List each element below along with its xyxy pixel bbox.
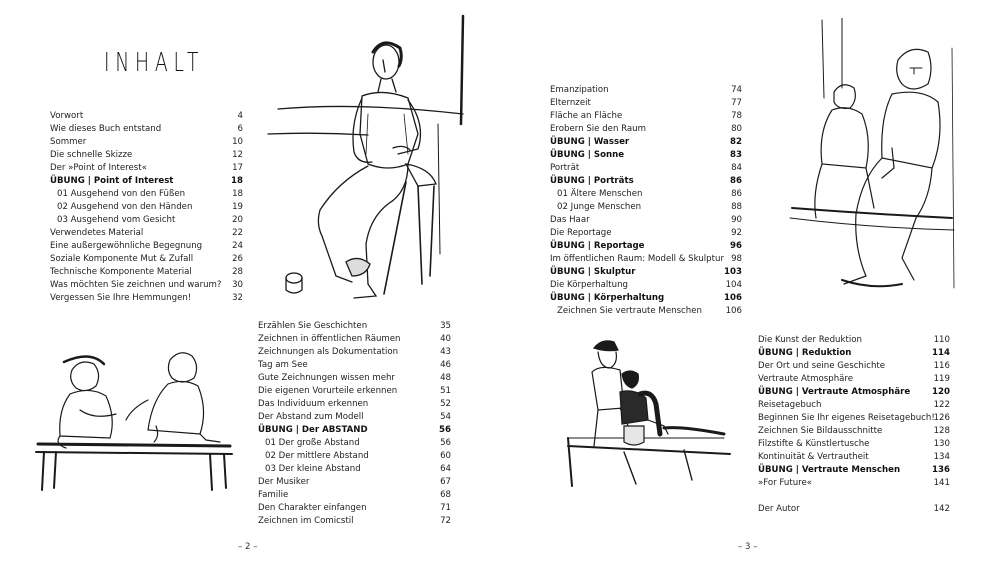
toc-entry-page: 71 [440,503,451,513]
toc-entry-page: 22 [232,228,243,238]
toc-entry [50,266,243,279]
toc-entry-title: Elternzeit [550,98,591,108]
toc-entry-title: ÜBUNG | Reportage [550,241,645,251]
toc-entry [758,412,950,425]
toc-entry [758,399,950,412]
toc-entry-page: 28 [232,267,243,277]
toc-entry-page: 136 [932,465,950,475]
toc-entry-title: Der Abstand zum Modell [258,412,364,422]
toc-entry-title: Den Charakter einfangen [258,503,367,513]
toc-entry [758,360,950,373]
toc-entry [550,149,742,162]
toc-entry-page: 56 [440,438,451,448]
toc-entry [50,149,243,162]
toc-entry-title: Die Körperhaltung [550,280,628,290]
toc-entry-title: 03 Der kleine Abstand [265,464,361,474]
toc-entry-title: Kontinuität & Vertrautheit [758,452,869,462]
toc-entry-title: Die schnelle Skizze [50,150,133,160]
toc-entry-title: Filzstifte & Künstlertusche [758,439,870,449]
toc-entry-page: 106 [725,306,742,316]
toc-entry-title: Sommer [50,137,87,147]
toc-entry [258,359,451,372]
toc-entry-title: Technische Komponente Material [50,267,192,277]
toc-entry [50,292,243,305]
toc-entry [50,188,243,201]
toc-entry-title: Reisetagebuch [758,400,822,410]
toc-entry-page: 18 [231,176,243,186]
toc-entry [50,201,243,214]
toc-entry-title: Die Reportage [550,228,612,238]
toc-entry [550,84,742,97]
toc-entry-title: Zeichnen in öffentlichen Räumen [258,334,401,344]
toc-entry-title: ÜBUNG | Skulptur [550,267,636,277]
toc-entry [50,136,243,149]
toc-entry-page: 32 [232,293,243,303]
toc-entry-title: Fläche an Fläche [550,111,623,121]
toc-column-b [258,320,451,528]
toc-entry-title: 03 Ausgehend vom Gesicht [57,215,176,225]
toc-entry-title: Das Individuum erkennen [258,399,369,409]
toc-entry-page: 96 [730,241,742,251]
toc-column-d [758,334,950,516]
toc-entry-title: ÜBUNG | Sonne [550,150,625,160]
toc-entry [50,240,243,253]
toc-entry [50,110,243,123]
toc-entry-title: 02 Der mittlere Abstand [265,451,369,461]
toc-entry [758,464,950,477]
toc-entry [758,438,950,451]
toc-entry-page: 67 [440,477,451,487]
toc-entry [258,346,451,359]
contents-title: INHALT [104,48,205,78]
toc-entry-title: ÜBUNG | Vertraute Menschen [758,465,901,475]
toc-entry-title: Zeichnungen als Dokumentation [258,347,399,357]
toc-entry-page: 54 [440,412,451,422]
toc-entry-page: 6 [237,124,243,134]
toc-entry-page: 141 [933,478,950,488]
toc-entry-title: ÜBUNG | Porträts [550,176,634,186]
toc-entry-page: 83 [730,150,742,160]
toc-entry-page: 92 [731,228,742,238]
toc-entry [758,373,950,386]
toc-entry-page: 52 [440,399,451,409]
toc-entry-title: ÜBUNG | Körperhaltung [550,293,665,303]
toc-entry-page: 64 [440,464,451,474]
toc-entry [758,347,950,360]
toc-entry-title: Zeichnen Sie Bildausschnitte [758,426,883,436]
toc-entry-page: 20 [232,215,243,225]
toc-entry [758,425,950,438]
toc-entry-page: 24 [232,241,243,251]
toc-entry-title: 01 Ältere Menschen [557,189,643,199]
toc-entry [258,398,451,411]
toc-entry-title: Der Ort und seine Geschichte [758,361,886,371]
toc-entry [258,502,451,515]
toc-entry-page: 40 [440,334,451,344]
toc-entry-title: Beginnen Sie Ihr eigenes Reisetagebuch! [758,413,935,423]
toc-entry [758,490,950,503]
toc-entry [258,385,451,398]
toc-entry [758,334,950,347]
toc-entry [258,463,451,476]
toc-entry-page: 56 [439,425,451,435]
toc-entry-title: Erobern Sie den Raum [550,124,646,134]
toc-entry [550,97,742,110]
toc-entry-page: 60 [440,451,451,461]
toc-entry [550,253,742,266]
toc-entry-page: 86 [731,189,742,199]
toc-entry-title: Der Musiker [258,477,310,487]
toc-entry [550,214,742,227]
toc-entry-page: 12 [232,150,243,160]
toc-entry-page: 68 [440,490,451,500]
toc-entry-page: 128 [933,426,950,436]
toc-entry-title: 02 Ausgehend von den Händen [57,202,193,212]
toc-entry-page: 106 [724,293,742,303]
toc-entry [758,386,950,399]
two-figures-on-bench-sketch-icon [30,340,235,500]
toc-entry-page: 43 [440,347,451,357]
toc-entry-title: ÜBUNG | Wasser [550,137,630,147]
toc-entry [758,477,950,490]
toc-entry-title: Vertraute Atmosphäre [758,374,854,384]
toc-entry-title: Vorwort [50,111,84,121]
toc-entry-page: 110 [933,335,950,345]
toc-entry [50,214,243,227]
toc-entry-page: 122 [933,400,950,410]
toc-entry [550,305,742,318]
toc-entry [258,372,451,385]
toc-entry-title: 01 Ausgehend von den Füßen [57,189,186,199]
toc-entry-page: 74 [731,85,742,95]
toc-entry [50,123,243,136]
toc-entry [50,227,243,240]
toc-entry-title: ÜBUNG | Point of Interest [50,176,174,186]
toc-entry-title: Die Kunst der Reduktion [758,335,862,345]
toc-entry-title: Die eigenen Vorurteile erkennen [258,386,398,396]
toc-column-c [550,84,742,318]
toc-entry-page: 86 [730,176,742,186]
toc-entry-title: ÜBUNG | Vertraute Atmosphäre [758,387,911,397]
toc-entry-page: 19 [232,202,243,212]
toc-entry-page: 119 [933,374,950,384]
toc-entry-page: 134 [933,452,950,462]
toc-entry-title: ÜBUNG | Reduktion [758,348,852,358]
toc-entry-page: 78 [731,111,742,121]
toc-entry [550,188,742,201]
toc-entry-page: 80 [731,124,742,134]
toc-entry-title: Verwendetes Material [50,228,144,238]
toc-entry-page: 103 [724,267,742,277]
toc-entry [50,253,243,266]
toc-entry-page: 17 [232,163,243,173]
toc-entry-title: Das Haar [550,215,590,225]
toc-entry-page: 30 [232,280,243,290]
toc-entry-page: 48 [440,373,451,383]
toc-entry-page: 84 [731,163,742,173]
toc-entry [550,201,742,214]
toc-entry-page: 18 [232,189,243,199]
toc-entry-page: 130 [933,439,950,449]
toc-entry [50,279,243,292]
toc-entry-title: Eine außergewöhnliche Begegnung [50,241,203,251]
toc-entry-title: Familie [258,490,289,500]
toc-entry [258,489,451,502]
toc-entry [258,333,451,346]
toc-entry-title: Erzählen Sie Geschichten [258,321,368,331]
toc-entry-title: Der »Point of Interest« [50,163,147,173]
toc-entry [758,503,950,516]
toc-entry-page: 82 [730,137,742,147]
toc-entry-title: Gute Zeichnungen wissen mehr [258,373,395,383]
toc-entry-title: Emanzipation [550,85,609,95]
toc-entry-page: 120 [932,387,950,397]
toc-entry [258,320,451,333]
toc-entry-title: Wie dieses Buch entstand [50,124,162,134]
toc-entry-title: Tag am See [258,360,308,370]
toc-entry [550,240,742,253]
toc-entry-page: 77 [731,98,742,108]
figures-on-pier-sketch-icon [564,334,734,489]
seated-man-sketch-icon [258,14,473,314]
mother-and-child-sketch-icon [782,18,972,308]
toc-entry-page: 46 [440,360,451,370]
toc-entry [550,136,742,149]
toc-entry [258,476,451,489]
toc-entry [550,110,742,123]
toc-entry [50,162,243,175]
toc-entry [50,175,243,188]
toc-entry-title: Porträt [550,163,580,173]
toc-entry [550,266,742,279]
page-number-left: – 2 – [238,542,258,552]
toc-entry-title: Zeichnen Sie vertraute Menschen [557,306,702,316]
right-page [500,0,1000,588]
toc-entry-title: Zeichnen im Comicstil [258,516,354,526]
toc-entry-title: Im öffentlichen Raum: Modell & Skulptur [550,254,724,264]
toc-entry-page: 4 [237,111,243,121]
toc-entry-page: 72 [440,516,451,526]
toc-entry-page: 10 [232,137,243,147]
toc-entry [550,175,742,188]
toc-entry [258,437,451,450]
toc-entry-page: 142 [933,504,950,514]
toc-entry-page: 26 [232,254,243,264]
toc-entry [258,411,451,424]
toc-entry-title: Der Autor [758,504,800,514]
toc-entry-page: 126 [933,413,950,423]
toc-entry-title: 01 Der große Abstand [265,438,360,448]
toc-entry [258,515,451,528]
toc-entry [550,123,742,136]
toc-entry-page: 35 [440,321,451,331]
toc-entry [258,450,451,463]
toc-column-a [50,110,243,305]
toc-entry-title: Vergessen Sie Ihre Hemmungen! [50,293,192,303]
toc-entry-page: 116 [933,361,950,371]
toc-entry [550,279,742,292]
toc-entry-title: Was möchten Sie zeichnen und warum? [50,280,222,290]
toc-entry [258,424,451,437]
toc-entry-title: Soziale Komponente Mut & Zufall [50,254,194,264]
toc-entry [550,292,742,305]
toc-entry-page: 114 [932,348,950,358]
toc-entry-page: 88 [731,202,742,212]
toc-entry-page: 104 [725,280,742,290]
toc-entry-title: »For Future« [758,478,813,488]
toc-entry [758,451,950,464]
toc-entry [550,227,742,240]
toc-entry [550,162,742,175]
toc-entry-page: 98 [731,254,742,264]
toc-entry-title: ÜBUNG | Der ABSTAND [258,425,368,435]
toc-entry-page: 51 [440,386,451,396]
toc-entry-page: 90 [731,215,742,225]
toc-entry-title: 02 Junge Menschen [557,202,642,212]
page-number-right: – 3 – [738,542,758,552]
